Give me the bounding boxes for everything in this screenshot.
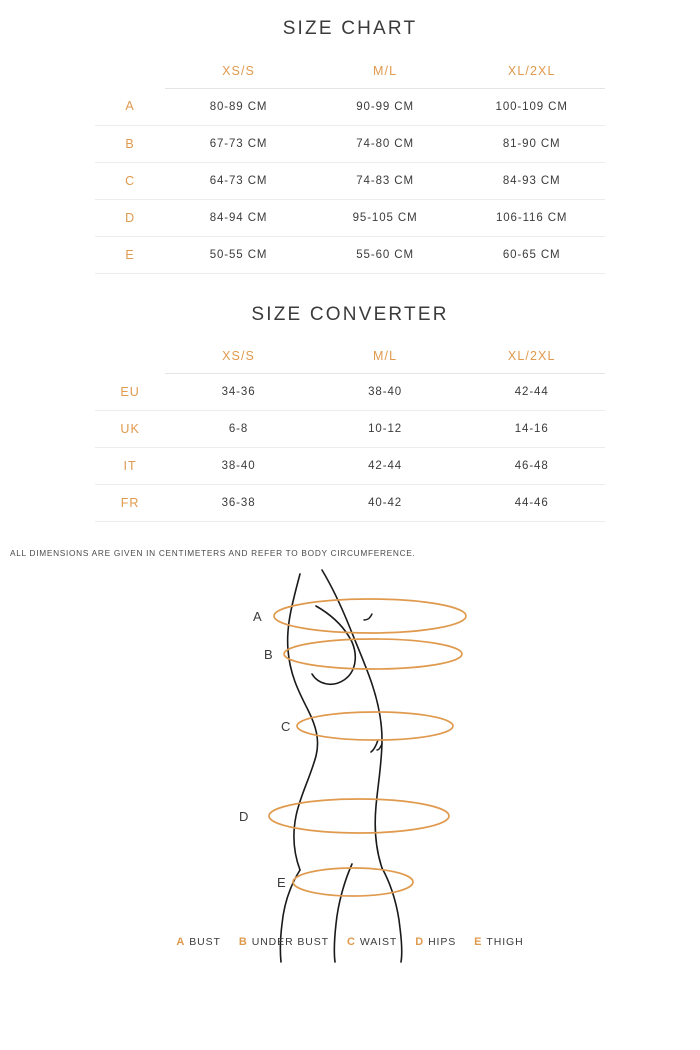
legend-item-thigh xyxy=(474,936,523,948)
column-header-corner xyxy=(95,340,165,374)
body-diagram-icon xyxy=(0,564,700,964)
cell-value: 95-105 CM xyxy=(312,199,459,236)
marker-label-b: B xyxy=(264,647,274,662)
row-label: E xyxy=(95,236,165,273)
column-header-xs-s: XS/S xyxy=(165,340,312,374)
legend-item-hips xyxy=(415,936,456,948)
legend-key: B xyxy=(238,936,248,948)
legend-label: BUST xyxy=(189,936,221,948)
legend xyxy=(0,936,700,948)
cell-value: 40-42 xyxy=(312,485,459,522)
cell-value: 34-36 xyxy=(165,374,312,411)
column-header-xs-s: XS/S xyxy=(165,54,312,88)
column-header-xl-2xl: XL/2XL xyxy=(458,340,605,374)
legend-item-waist xyxy=(347,936,397,948)
table-row xyxy=(95,411,605,448)
row-label: UK xyxy=(95,411,165,448)
legend-key: C xyxy=(346,936,356,948)
table-row xyxy=(95,162,605,199)
row-label: C xyxy=(95,162,165,199)
cell-value: 38-40 xyxy=(165,448,312,485)
table-row xyxy=(95,448,605,485)
row-label: FR xyxy=(95,485,165,522)
cell-value: 80-89 CM xyxy=(165,88,312,125)
cell-value: 67-73 CM xyxy=(165,125,312,162)
cell-value: 42-44 xyxy=(312,448,459,485)
row-label: D xyxy=(95,199,165,236)
body-measurement-figure xyxy=(0,564,700,964)
size-chart-title: SIZE CHART xyxy=(282,18,418,39)
legend-label: THIGH xyxy=(486,936,524,948)
size-chart-table xyxy=(95,54,605,274)
column-header-m-l: M/L xyxy=(312,340,459,374)
size-converter-title: SIZE CONVERTER xyxy=(251,303,449,325)
table-row xyxy=(95,88,605,125)
cell-value: 42-44 xyxy=(458,374,605,411)
table-row xyxy=(95,374,605,411)
cell-value: 74-83 CM xyxy=(312,162,459,199)
column-header-m-l: M/L xyxy=(312,54,459,88)
cell-value: 64-73 CM xyxy=(165,162,312,199)
cell-value: 38-40 xyxy=(312,374,459,411)
marker-label-a: A xyxy=(253,609,263,624)
row-label: B xyxy=(95,125,165,162)
cell-value: 14-16 xyxy=(458,411,605,448)
cell-value: 106-116 CM xyxy=(458,199,605,236)
table-row xyxy=(95,236,605,273)
cell-value: 84-94 CM xyxy=(165,199,312,236)
cell-value: 84-93 CM xyxy=(458,162,605,199)
legend-label: WAIST xyxy=(359,936,398,948)
legend-label: UNDER BUST xyxy=(251,936,329,948)
cell-value: 36-38 xyxy=(165,485,312,522)
cell-value: 6-8 xyxy=(165,411,312,448)
row-label: EU xyxy=(95,374,165,411)
cell-value: 50-55 CM xyxy=(165,236,312,273)
table-row xyxy=(95,125,605,162)
marker-label-c: C xyxy=(281,719,291,734)
cell-value: 55-60 CM xyxy=(312,236,459,273)
table-header-row xyxy=(95,340,605,374)
cell-value: 90-99 CM xyxy=(312,88,459,125)
legend-key: A xyxy=(176,936,186,948)
cell-value: 10-12 xyxy=(312,411,459,448)
legend-label: HIPS xyxy=(428,936,457,948)
measurement-footnote: ALL DIMENSIONS ARE GIVEN IN CENTIMETERS AND REFER TO BODY CIRCUMFERENCE. xyxy=(10,548,416,558)
column-header-corner xyxy=(95,54,165,88)
cell-value: 100-109 CM xyxy=(458,88,605,125)
column-header-xl-2xl: XL/2XL xyxy=(458,54,605,88)
marker-label-d: D xyxy=(239,809,249,824)
cell-value: 60-65 CM xyxy=(458,236,605,273)
cell-value: 44-46 xyxy=(458,485,605,522)
legend-item-under-bust xyxy=(239,936,329,948)
cell-value: 74-80 CM xyxy=(312,125,459,162)
table-header-row xyxy=(95,54,605,88)
row-label: IT xyxy=(95,448,165,485)
table-row xyxy=(95,485,605,522)
size-converter-table xyxy=(95,340,605,523)
table-row xyxy=(95,199,605,236)
legend-item-bust xyxy=(176,936,220,948)
cell-value: 46-48 xyxy=(458,448,605,485)
marker-label-e: E xyxy=(277,875,287,890)
legend-key: E xyxy=(474,936,483,948)
legend-key: D xyxy=(415,936,425,948)
cell-value: 81-90 CM xyxy=(458,125,605,162)
row-label: A xyxy=(95,88,165,125)
